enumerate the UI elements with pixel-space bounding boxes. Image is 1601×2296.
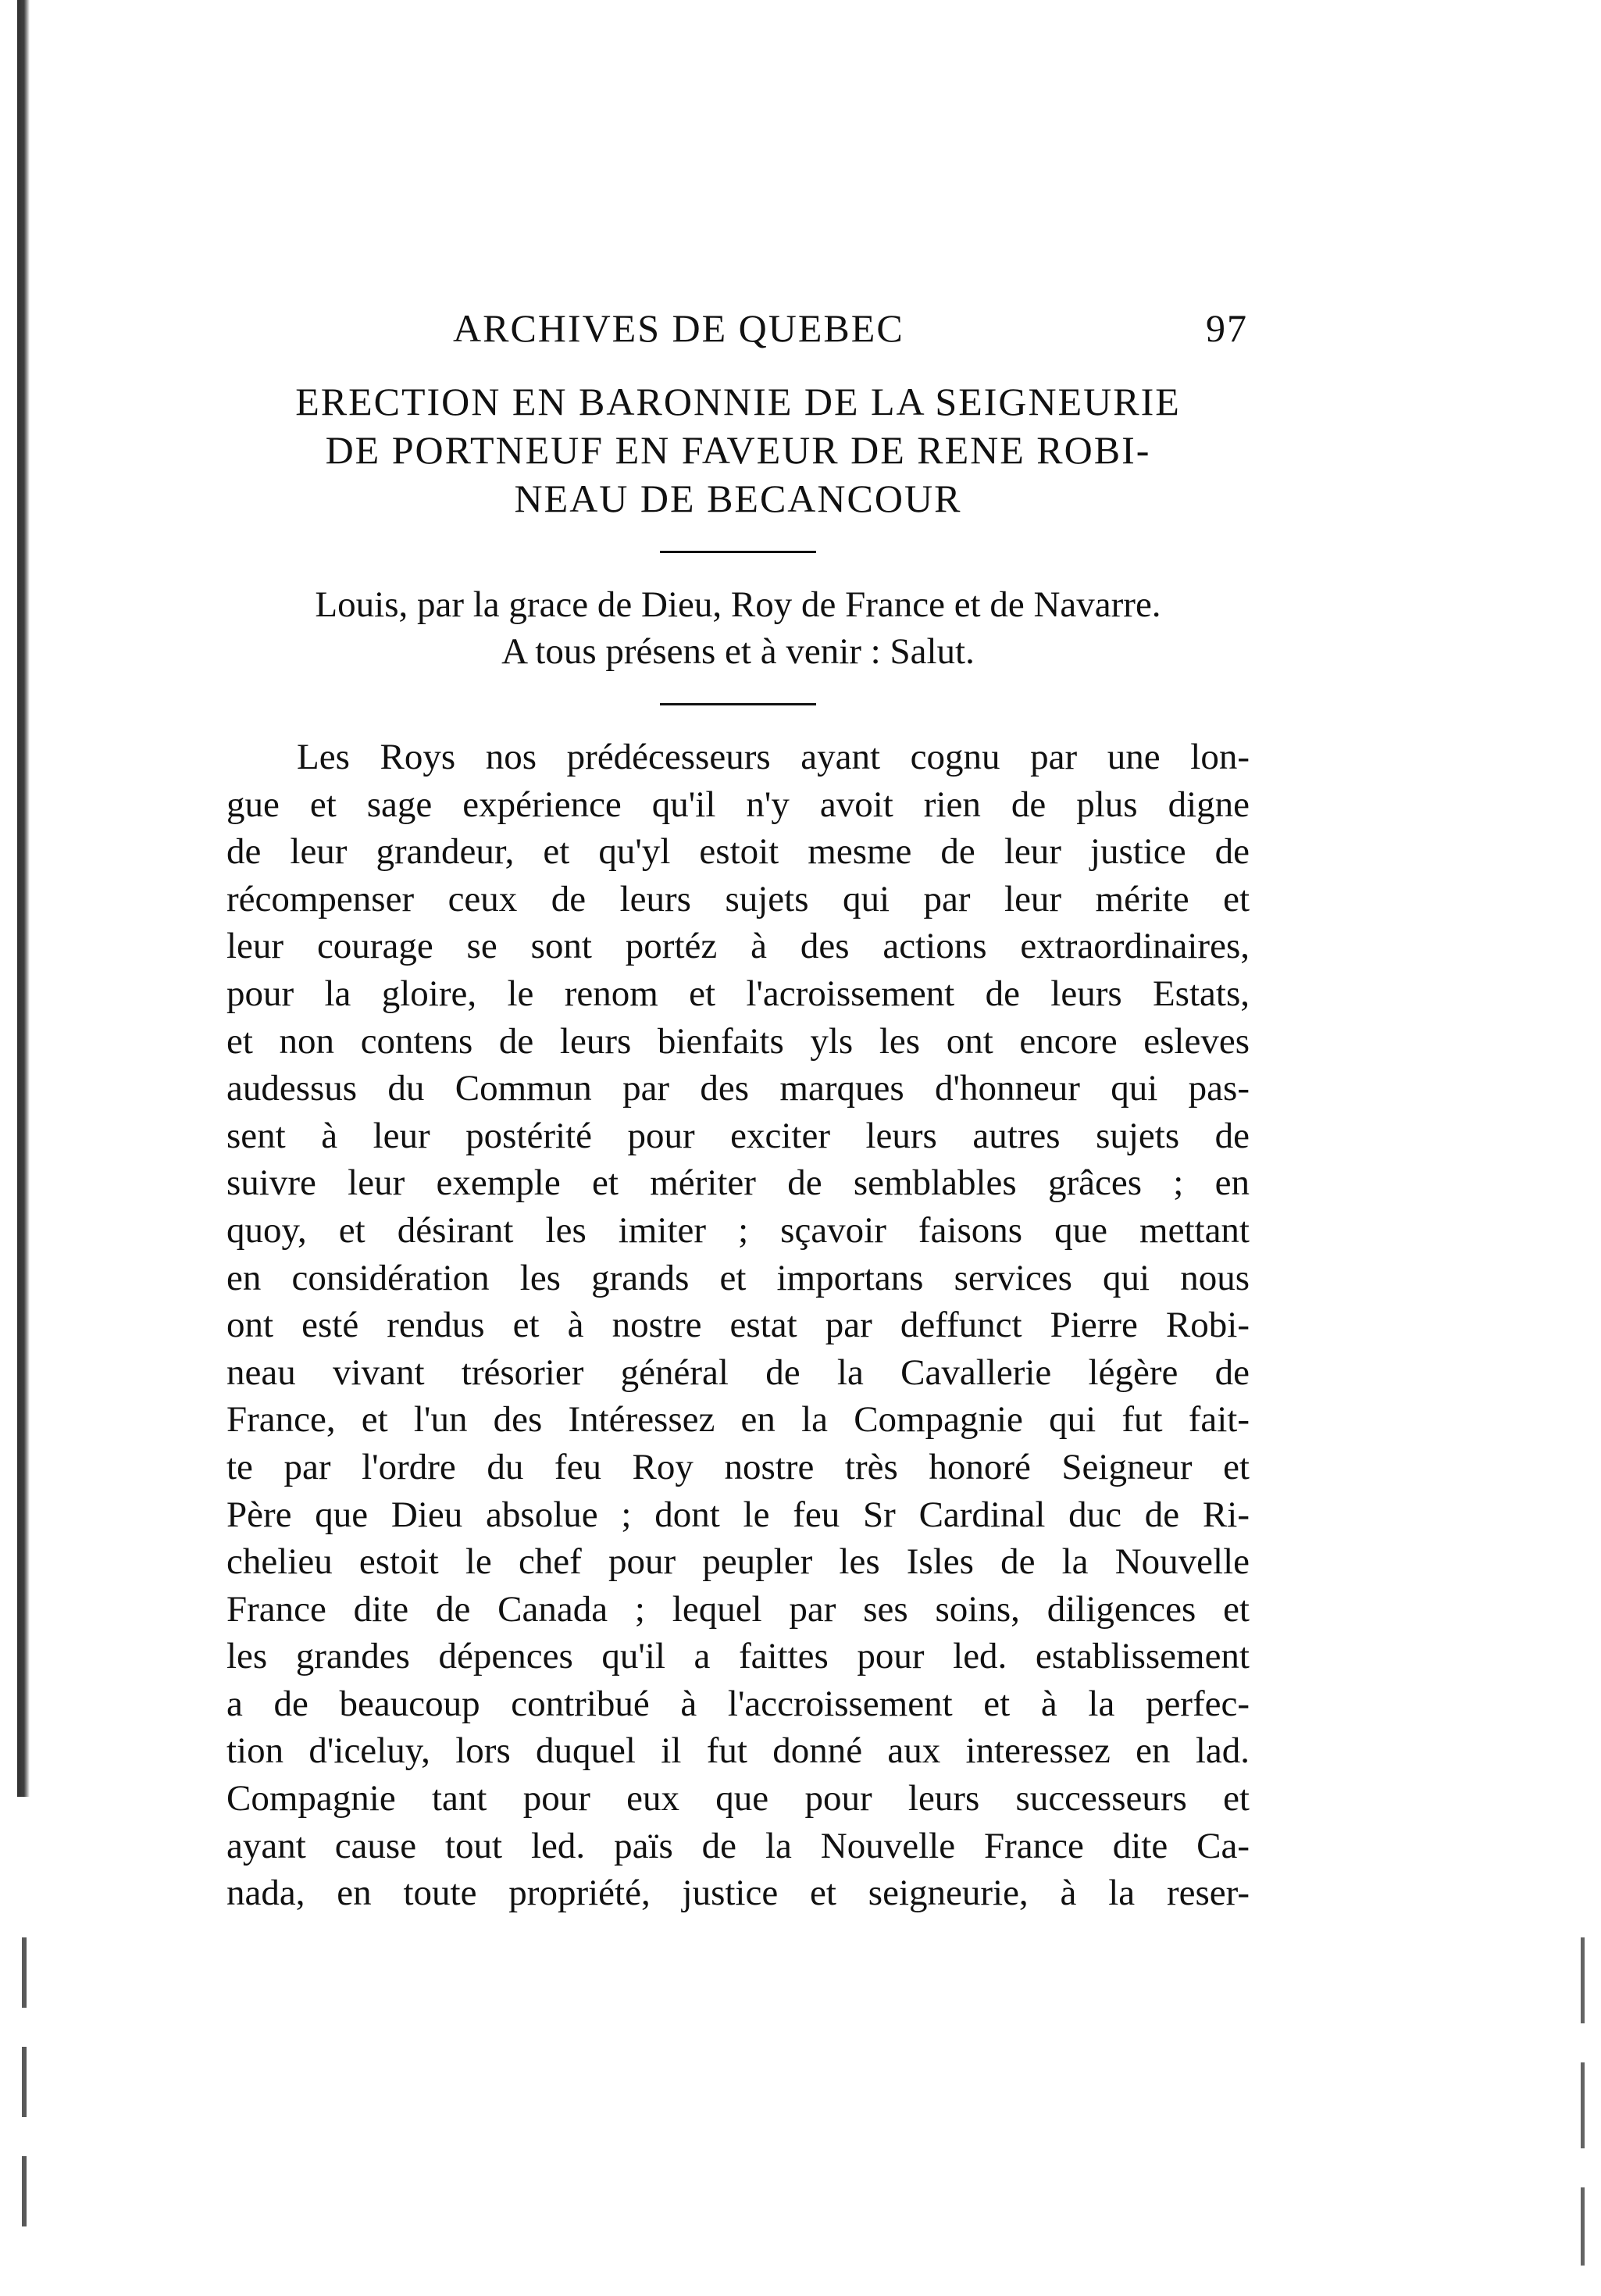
text-line: te par l'ordre du feu Roy nostre très honoré Seigneur et	[226, 1446, 1250, 1487]
text-line: de leur grandeur, et qu'yl estoit mesme de leur justice de	[226, 831, 1250, 873]
salutation-line: A tous présens et à venir : Salut.	[501, 631, 975, 672]
text-line: suivre leur exemple et mériter de semblables grâces ; en	[226, 1162, 1250, 1204]
text-line: quoy, et désirant les imiter ; sçavoir faisons que mettant	[226, 1209, 1250, 1251]
text-line: ayant cause tout led. païs de la Nouvelle France dite Ca-	[226, 1825, 1250, 1866]
divider-rule	[660, 551, 816, 553]
text-line: Les Roys nos prédécesseurs ayant cognu par une lon-	[297, 737, 1250, 777]
text-line: ont esté rendus et à nostre estat par deffunct Pierre Robi-	[226, 1305, 1250, 1346]
text-line: a de beaucoup contribué à l'accroissement et à la perfec-	[226, 1683, 1250, 1724]
text-line: gue et sage expérience qu'il n'y avoit rien de plus digne	[226, 784, 1250, 825]
title-line: ERECTION EN BARONNIE DE LA SEIGNEURIE	[295, 380, 1181, 423]
text-line: leur courage se sont portéz à des actions extraordinaires,	[226, 926, 1250, 967]
body-paragraph	[226, 734, 1250, 1917]
title-line: DE PORTNEUF EN FAVEUR DE RENE ROBI-	[325, 428, 1151, 472]
text-line: France dite de Canada ; lequel par ses soins, diligences et	[226, 1588, 1250, 1630]
scan-edge-artifact-left	[22, 1937, 27, 2266]
text-line: nada, en toute propriété, justice et seigneurie, à la reser-	[226, 1873, 1250, 1914]
running-head-title: ARCHIVES DE QUEBEC	[453, 306, 904, 350]
text-line: les grandes dépences qu'il a faittes pour led. establissement	[226, 1636, 1250, 1677]
page-content	[226, 301, 1250, 1917]
text-line: audessus du Commun par des marques d'honneur qui pas-	[226, 1068, 1250, 1109]
text-line: pour la gloire, le renom et l'acroissement de leurs Estats,	[226, 973, 1250, 1014]
text-line: Père que Dieu absolue ; dont le feu Sr Cardinal duc de Ri-	[226, 1494, 1250, 1535]
text-line: et non contens de leurs bienfaits yls les ont encore esleves	[226, 1020, 1250, 1062]
text-line: France, et l'un des Intéressez en la Compagnie qui fut fait-	[226, 1399, 1250, 1441]
text-line: sent à leur postérité pour exciter leurs autres sujets de	[226, 1115, 1250, 1156]
scan-edge-artifact-right	[1581, 1937, 1585, 2266]
salutation-line: Louis, par la grace de Dieu, Roy de France et de Navarre.	[315, 584, 1161, 625]
document-title	[226, 377, 1250, 523]
text-line: neau vivant trésorier général de la Cavallerie légère de	[226, 1352, 1250, 1393]
scan-binding-edge	[17, 0, 30, 1797]
divider-rule	[660, 703, 816, 705]
salutation	[226, 581, 1250, 675]
text-line: tion d'iceluy, lors duquel il fut donné aux interessez en lad.	[226, 1730, 1250, 1772]
title-line: NEAU DE BECANCOUR	[514, 477, 962, 520]
page-number: 97	[1206, 306, 1248, 350]
text-line: en considération les grands et importans services qui nous	[226, 1257, 1250, 1298]
text-line: chelieu estoit le chef pour peupler les Isles de la Nouvelle	[226, 1541, 1250, 1583]
text-line: Compagnie tant pour eux que pour leurs successeurs et	[226, 1778, 1250, 1819]
text-line: récompenser ceux de leurs sujets qui par leur mérite et	[226, 878, 1250, 919]
running-head	[226, 301, 1250, 355]
